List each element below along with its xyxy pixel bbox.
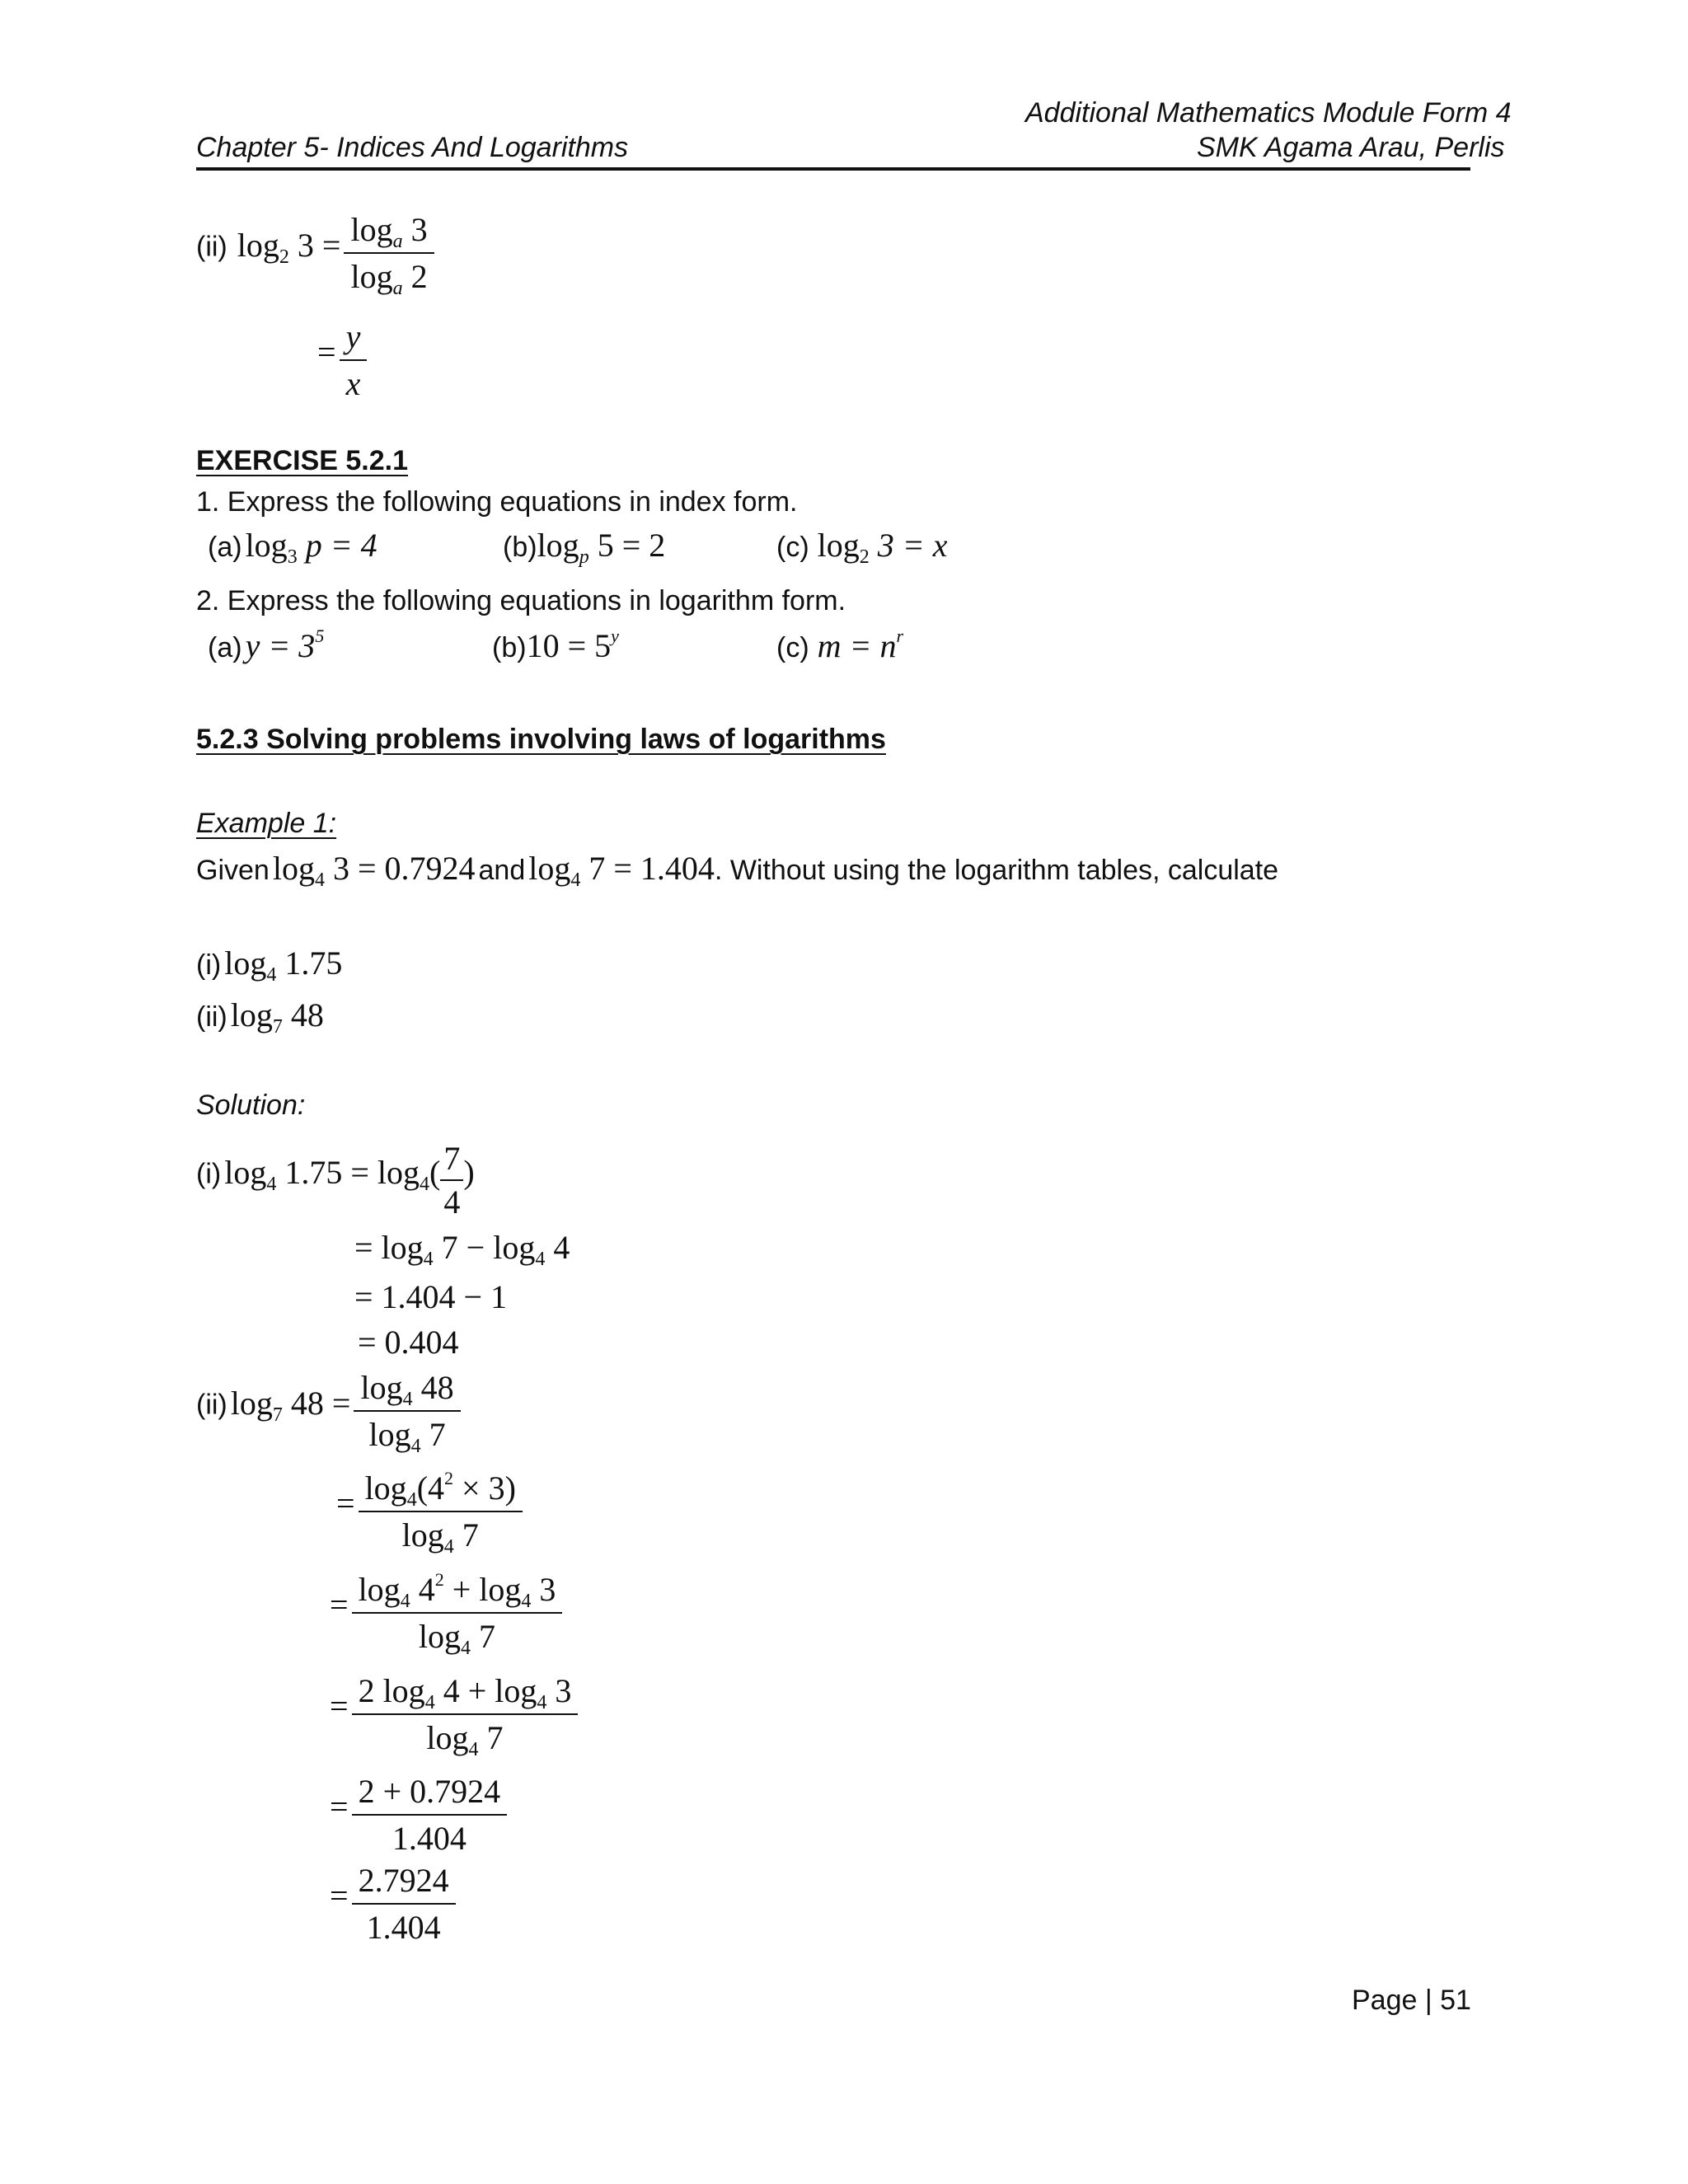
page-number: Page | 51 bbox=[1352, 1985, 1471, 2016]
exercise-q2b: $(b)10 = 5^y$ bbox=[492, 626, 619, 664]
solution-i-line2: = $\log_4 7 - \log_4 4$ bbox=[354, 1229, 570, 1270]
solution-ii-line4: = $\frac{2 \log_4 4 + \log_4 3}{\log_4 7}$ bbox=[330, 1671, 578, 1757]
solution-ii-fraction-1: $\frac{\log_4 48}{\log_4 7}$ bbox=[354, 1368, 460, 1454]
header-module-title: Additional Mathematics Module Form 4 bbox=[1025, 97, 1512, 129]
top-result bbox=[317, 317, 367, 403]
top-fraction-yx: $\frac{y}{x}$ bbox=[340, 317, 368, 403]
header-school-name: SMK Agama Arau, Perlis bbox=[1197, 132, 1505, 163]
header-divider bbox=[196, 167, 1470, 171]
top-ii-label: (ii) bbox=[196, 231, 227, 263]
top-fraction: $\frac{\log_a 3}{\log_a 2}$ bbox=[344, 210, 434, 296]
exercise-q2: 2. Express the following equations in logarithm form. bbox=[196, 585, 846, 616]
exercise-q1: 1. Express the following equations in index form. bbox=[196, 486, 798, 518]
example-given: Given $\log_4 3 = 0.7924$ and $\log_4 7 = 1.404$. Without using the logarithm tables, calculate bbox=[196, 850, 1279, 891]
solution-ii-fraction-6: $\frac{2.7924}{1.404}$ bbox=[352, 1861, 456, 1947]
solution-ii-line5: = $\frac{2 + 0.7924}{1.404}$ bbox=[330, 1772, 507, 1858]
header-chapter-title: Chapter 5- Indices And Logarithms bbox=[196, 132, 629, 163]
solution-i-line3: = 1.404 − 1 bbox=[354, 1278, 508, 1315]
exercise-q2a: (a) $y = 3^5$ bbox=[208, 626, 325, 664]
exercise-q1c: (c) $\log_2 3 = x$ bbox=[776, 527, 948, 568]
solution-i-line1: (i) $\log_4 1.75 = \log_4$( $\frac{7}{4}$ ) bbox=[196, 1140, 475, 1221]
solution-i-line4: = 0.404 bbox=[358, 1324, 459, 1361]
solution-ii-line2: = $\frac{\log_4(4^2 \times 3)}{\log_4 7}$ bbox=[336, 1469, 523, 1554]
exercise-q1a: (a) $\log_3 p = 4$ bbox=[208, 527, 377, 568]
exercise-q1b: $(b)\log_p$ 5 = 2 bbox=[503, 527, 666, 568]
exercise-q2c: (c) $m = n^r$ bbox=[776, 626, 904, 664]
section-title: 5.2.3 Solving problems involving laws of logarithms bbox=[196, 724, 886, 755]
solution-ii-fraction-3: $\frac{\log_4 4^2 + \log_4 3}{\log_4 7}$ bbox=[352, 1570, 563, 1656]
solution-ii-line1: (ii) $\log_7 48$ = $\frac{\log_4 48}{\log_4 7}$ bbox=[196, 1368, 461, 1454]
example-part-ii: (ii) $\log_7 48$ bbox=[196, 996, 324, 1038]
solution-ii-fraction-4: $\frac{2 \log_4 4 + \log_4 3}{\log_4 7}$ bbox=[352, 1671, 579, 1757]
example-part-i: (i) $\log_4 1.75$ bbox=[196, 944, 343, 986]
solution-ii-line3: = $\frac{\log_4 4^2 + \log_4 3}{\log_4 7}$ bbox=[330, 1570, 562, 1656]
example-title: Example 1: bbox=[196, 808, 337, 839]
solution-ii-fraction-2: $\frac{\log_4(4^2 \times 3)}{\log_4 7}$ bbox=[359, 1469, 523, 1554]
top-equals: = bbox=[317, 333, 336, 371]
top-change-of-base bbox=[196, 210, 434, 299]
solution-ii-fraction-5: $\frac{2 + 0.7924}{1.404}$ bbox=[352, 1772, 508, 1858]
solution-i-fraction: $\frac{7}{4}$ bbox=[440, 1139, 463, 1221]
solution-ii-line6: = $\frac{2.7924}{1.404}$ bbox=[330, 1861, 456, 1947]
exercise-title: EXERCISE 5.2.1 bbox=[196, 445, 409, 476]
solution-title: Solution: bbox=[196, 1090, 306, 1121]
top-lhs: $\log_2 3$ = bbox=[237, 226, 341, 268]
